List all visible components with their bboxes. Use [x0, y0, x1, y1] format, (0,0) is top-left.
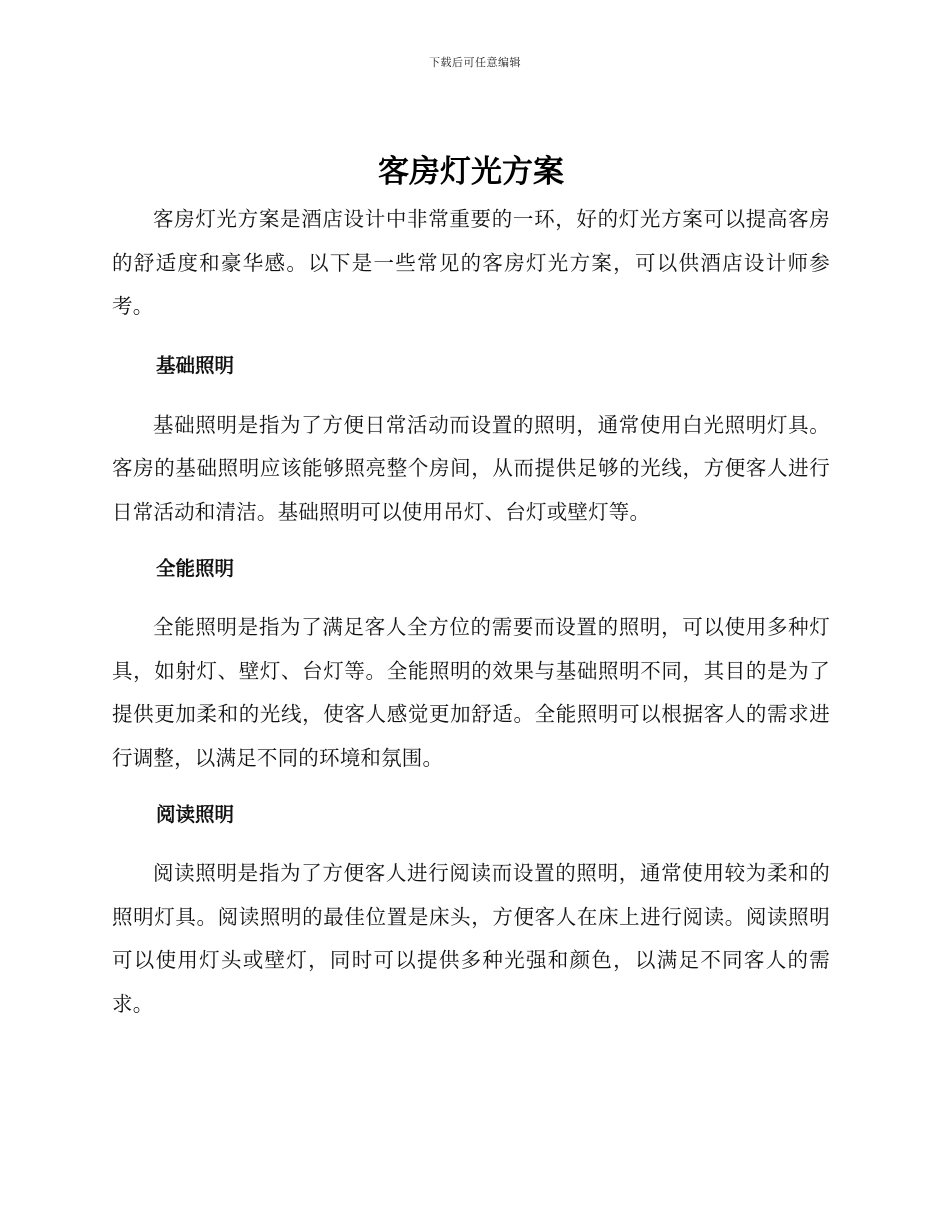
section-heading-reading-lighting: 阅读照明 [156, 803, 235, 826]
section-heading-all-purpose-lighting: 全能照明 [156, 557, 235, 580]
section-body-basic-lighting: 基础照明是指为了方便日常活动而设置的照明，通常使用白光照明灯具。客房的基础照明应该能够照亮整个房间，从而提供足够的光线，方便客人进行日常活动和清洁。基础照明可以使用吊灯、台灯或壁灯等。 [112, 412, 830, 524]
section-heading-basic-lighting: 基础照明 [156, 353, 235, 377]
intro-paragraph: 客房灯光方案是酒店设计中非常重要的一环，好的灯光方案可以提高客房的舒适度和豪华感。以下是一些常见的客房灯光方案，可以供酒店设计师参考。 [112, 207, 830, 318]
header-note: 下载后可任意编辑 [429, 56, 521, 69]
section-body-reading-lighting: 阅读照明是指为了方便客人进行阅读而设置的照明，通常使用较为柔和的照明灯具。阅读照明的最佳位置是床头，方便客人在床上进行阅读。阅读照明可以使用灯头或壁灯，同时可以提供多种光强和颜色，以满足不同客人的需求。 [112, 861, 830, 1016]
section-body-all-purpose-lighting: 全能照明是指为了满足客人全方位的需要而设置的照明，可以使用多种灯具，如射灯、壁灯、台灯等。全能照明的效果与基础照明不同，其目的是为了提供更加柔和的光线，使客人感觉更加舒适。全能照明可以根据客人的需求进行调整，以满足不同的环境和氛围。 [112, 615, 830, 770]
document-content [112, 150, 830, 1026]
document-title: 客房灯光方案 [378, 154, 564, 190]
